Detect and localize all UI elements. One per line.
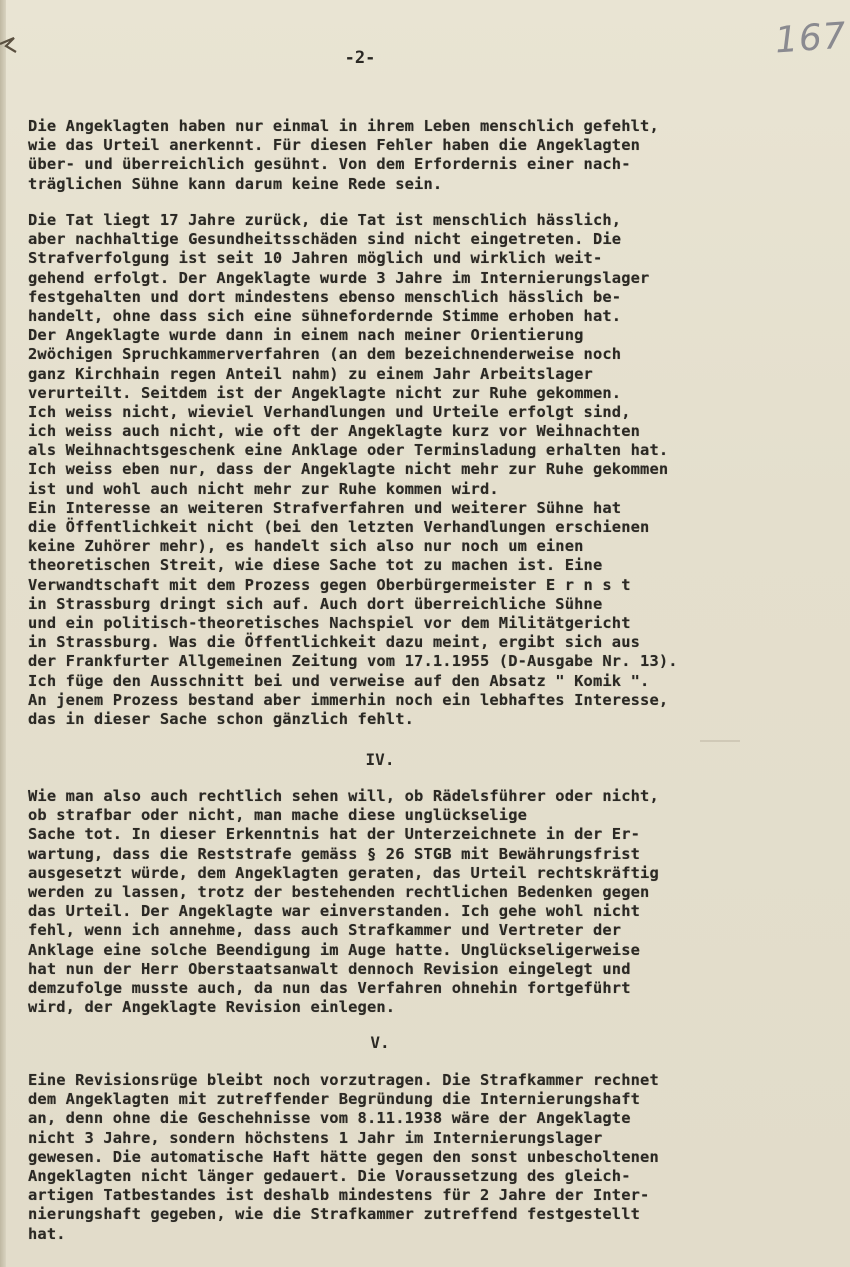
text-line: das Urteil. Der Angeklagte war einverstanden. Ich gehe wohl nicht: [28, 902, 641, 921]
text-line: an, denn ohne die Geschehnisse vom 8.11.1938 wäre der Angeklagte: [28, 1109, 631, 1128]
text-line: Der Angeklagte wurde dann in einem nach meiner Orientierung: [28, 326, 584, 345]
paper-smudge: [700, 740, 740, 742]
section-heading-iv: IV.: [365, 750, 395, 769]
paragraph-1: [28, 117, 828, 194]
text-line: ganz Kirchhain regen Anteil nahm) zu einem Jahr Arbeitslager: [28, 364, 593, 383]
text-line: Die Angeklagten haben nur einmal in ihrem Leben menschlich gefehlt,: [28, 117, 659, 135]
text-line: nierungshaft gegeben, wie die Strafkammer zutreffend festgestellt: [28, 1205, 641, 1224]
text-line: ob strafbar oder nicht, man mache diese unglückselige: [28, 806, 528, 825]
archive-page-number: 167: [773, 15, 849, 62]
text-line: ich weiss auch nicht, wie oft der Angeklagte kurz vor Weihnachten: [28, 422, 641, 441]
text-line: Ich weiss nicht, wieviel Verhandlungen und Urteile erfolgt sind,: [28, 402, 631, 421]
text-line: handelt, ohne dass sich eine sühnefordernde Stimme erhoben hat.: [28, 306, 622, 325]
text-line: gewesen. Die automatische Haft hätte gegen den sonst unbescholtenen: [28, 1147, 659, 1166]
text-line: keine Zuhörer mehr), es handelt sich also nur noch um einen: [28, 537, 584, 556]
text-line: verurteilt. Seitdem ist der Angeklagte nicht zur Ruhe gekommen.: [28, 383, 622, 402]
text-line: Strafverfolgung ist seit 10 Jahren möglich und wirklich weit-: [28, 249, 603, 268]
text-line: Angeklagten nicht länger gedauert. Die Voraussetzung des gleich-: [28, 1166, 631, 1185]
text-line: hat nun der Herr Oberstaatsanwalt dennoch Revision eingelegt und: [28, 959, 631, 978]
text-line: Ein Interesse an weiteren Strafverfahren und weiterer Sühne hat: [28, 498, 622, 517]
text-line: ist und wohl auch nicht mehr zur Ruhe kommen wird.: [28, 479, 499, 498]
section-heading-v: V.: [370, 1033, 390, 1052]
text-line: träglichen Sühne kann darum keine Rede sein.: [28, 174, 443, 193]
text-line: artigen Tatbestandes ist deshalb mindestens für 2 Jahre der Inter-: [28, 1186, 650, 1205]
paragraph-3: [28, 787, 828, 1017]
text-line: festgehalten und dort mindestens ebenso menschlich hässlich be-: [28, 287, 622, 306]
text-line: Ich weiss eben nur, dass der Angeklagte nicht mehr zur Ruhe gekommen: [28, 460, 669, 479]
text-line: dem Angeklagten mit zutreffender Begründung die Internierungshaft: [28, 1090, 641, 1109]
text-line: Anklage eine solche Beendigung im Auge hatte. Unglückseligerweise: [28, 940, 641, 959]
text-line: wie das Urteil anerkennt. Für diesen Fehler haben die Angeklagten: [28, 136, 641, 155]
text-line: wird, der Angeklagte Revision einlegen.: [28, 998, 396, 1017]
text-line: demzufolge musste auch, da nun das Verfahren ohnehin fortgeführt: [28, 978, 631, 997]
text-line: 2wöchigen Spruchkammerverfahren (an dem bezeichnenderweise noch: [28, 345, 622, 364]
text-line: ausgesetzt würde, dem Angeklagten geraten, das Urteil rechtskräftig: [28, 863, 659, 882]
text-line: werden zu lassen, trotz der bestehenden rechtlichen Bedenken gegen: [28, 882, 650, 901]
text-line: aber nachhaltige Gesundheitsschäden sind nicht eingetreten. Die: [28, 230, 622, 249]
text-line: Wie man also auch rechtlich sehen will, ob Rädelsführer oder nicht,: [28, 787, 659, 805]
text-line: fehl, wenn ich annehme, dass auch Strafkammer und Vertreter der: [28, 921, 622, 940]
text-line: die Öffentlichkeit nicht (bei den letzten Verhandlungen erschienen: [28, 518, 650, 536]
text-line: als Weihnachtsgeschenk eine Anklage oder Terminsladung erhalten hat.: [28, 441, 669, 460]
text-line: wartung, dass die Reststrafe gemäss § 26 STGB mit Bewährungsfrist: [28, 844, 641, 863]
text-line: und ein politisch-theoretisches Nachspiel vor dem Militätgericht: [28, 613, 631, 632]
text-line: das in dieser Sache schon gänzlich fehlt.: [28, 709, 415, 728]
text-line: Die Tat liegt 17 Jahre zurück, die Tat ist menschlich hässlich,: [28, 211, 622, 229]
text-line: gehend erfolgt. Der Angeklagte wurde 3 Jahre im Internierungslager: [28, 268, 650, 287]
paragraph-4: [28, 1071, 828, 1244]
text-line: der Frankfurter Allgemeinen Zeitung vom 17.1.1955 (D-Ausgabe Nr. 13).: [28, 652, 678, 671]
page-number: -2-: [344, 48, 376, 68]
text-line: Verwandtschaft mit dem Prozess gegen Oberbürgermeister E r n s t: [28, 575, 631, 594]
text-line: An jenem Prozess bestand aber immerhin noch ein lebhaftes Interesse,: [28, 690, 669, 709]
text-line: Sache tot. In dieser Erkenntnis hat der Unterzeichnete in der Er-: [28, 825, 641, 844]
text-line: Eine Revisionsrüge bleibt noch vorzutragen. Die Strafkammer rechnet: [28, 1071, 659, 1089]
text-line: theoretischen Streit, wie diese Sache tot zu machen ist. Eine: [28, 556, 603, 575]
text-line: hat.: [28, 1224, 66, 1243]
text-line: in Strassburg dringt sich auf. Auch dort überreichliche Sühne: [28, 594, 603, 613]
text-line: nicht 3 Jahre, sondern höchstens 1 Jahr im Internierungslager: [28, 1128, 603, 1147]
page-left-edge: [0, 0, 6, 1267]
paragraph-2: [28, 211, 828, 729]
text-line: in Strassburg. Was die Öffentlichkeit dazu meint, ergibt sich aus: [28, 633, 641, 652]
text-line: Ich füge den Ausschnitt bei und verweise auf den Absatz " Komik ".: [28, 671, 650, 690]
text-line: über- und überreichlich gesühnt. Von dem Erfordernis einer nach-: [28, 155, 631, 174]
